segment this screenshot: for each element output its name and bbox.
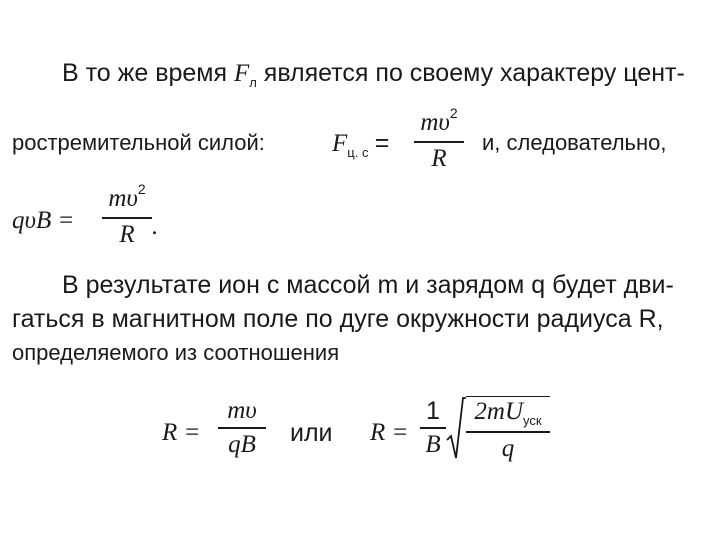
centripetal-force-lhs xyxy=(332,128,389,162)
voltage-subscript: уск xyxy=(523,413,542,428)
force-symbol: F xyxy=(332,130,348,157)
paragraph-2-line-2: гаться в магнитном поле по дуге окружности радиуса R, xyxy=(12,305,664,333)
fraction-1-over-b xyxy=(420,396,446,460)
sqrt-radical-sign xyxy=(446,394,466,464)
denominator: R xyxy=(119,221,135,248)
equation-lhs-text: qυB = xyxy=(12,207,75,234)
numerator xyxy=(466,397,550,430)
denominator: q xyxy=(501,435,515,462)
paragraph-1-line-2 xyxy=(12,128,265,158)
denominator: R xyxy=(431,145,447,172)
or-word: или xyxy=(290,419,333,447)
text-segment: является по своему характеру цент- xyxy=(256,59,685,87)
paragraph-1-line-1 xyxy=(62,58,685,92)
force-subscript: ц. с xyxy=(347,145,369,160)
fraction-bar xyxy=(466,431,550,433)
equation-2-lhs xyxy=(12,206,74,236)
numerator xyxy=(414,105,464,140)
paragraph-1-line-2-end xyxy=(482,128,667,158)
denominator: qB xyxy=(228,431,256,458)
fraction-mv2-over-r-2 xyxy=(102,181,152,250)
fraction-under-root xyxy=(466,396,550,464)
force-symbol: F xyxy=(233,60,250,87)
text-segment: и, следовательно, xyxy=(482,130,667,155)
equals-sign: = xyxy=(374,129,390,157)
text-segment: ростремительной силой: xyxy=(12,130,265,155)
numerator: mυ xyxy=(227,397,257,424)
fraction-mv2-over-r xyxy=(414,105,464,174)
force-subscript: л xyxy=(249,75,257,90)
text-segment: В то же время xyxy=(62,59,234,87)
square-exponent: 2 xyxy=(137,181,146,197)
formula-radius-lhs-2: R = xyxy=(370,419,409,446)
square-exponent: 2 xyxy=(449,105,458,121)
fraction-bar xyxy=(102,217,152,219)
numerator: 1 xyxy=(426,397,440,425)
paragraph-2-line-3: определяемого из соотношения xyxy=(12,340,340,365)
fraction-bar xyxy=(218,427,266,429)
fraction-mv-over-qb xyxy=(218,396,266,460)
paragraph-2-line-1: В результате ион с массой m и зарядом q будет дви- xyxy=(62,271,674,299)
numerator-text: mυ xyxy=(108,185,138,212)
numerator-text: 2mU xyxy=(474,398,524,425)
numerator-text: mυ xyxy=(420,109,450,136)
fraction-bar xyxy=(420,427,446,429)
formula-radius-lhs: R = xyxy=(162,419,201,446)
fraction-bar xyxy=(414,141,464,143)
denominator: B xyxy=(425,431,441,458)
period: . xyxy=(152,213,159,240)
numerator xyxy=(102,181,152,216)
